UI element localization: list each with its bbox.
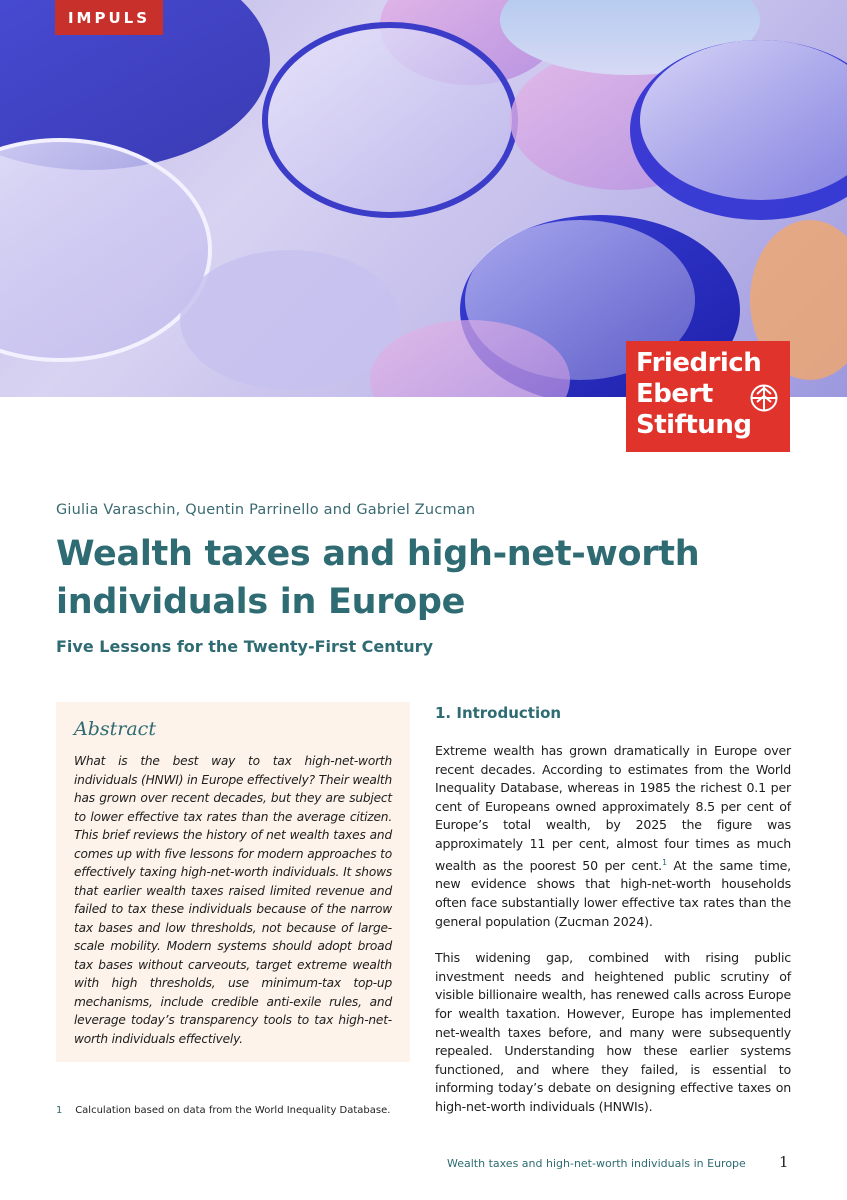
intro-text-b: At the same time, new evidence shows that high-net-worth households often face substantially lower effective tax rates than the general population (Zucman 2024). xyxy=(435,857,791,929)
authors: Giulia Varaschin, Quentin Parrinello and Gabriel Zucman xyxy=(56,502,476,518)
hero-image xyxy=(0,0,847,397)
logo-line-3: Stiftung xyxy=(636,410,752,440)
footnote-number: 1 xyxy=(56,1105,63,1116)
document-title: Wealth taxes and high-net-worth individuals in Europe xyxy=(56,534,700,622)
abstract-heading: Abstract xyxy=(74,718,156,740)
footnote xyxy=(56,1105,390,1116)
introduction-paragraph-1 xyxy=(435,742,791,931)
series-badge: IMPULS xyxy=(55,0,163,35)
logo-line-2: Ebert xyxy=(636,379,713,409)
footnote-reference[interactable]: 1 xyxy=(661,857,667,867)
logo-line-1: Friedrich xyxy=(636,348,762,378)
page-number: 1 xyxy=(779,1153,789,1171)
fes-logo xyxy=(626,341,790,452)
introduction-section xyxy=(435,704,791,1134)
introduction-heading: 1. Introduction xyxy=(435,704,562,722)
running-title: Wealth taxes and high-net-worth individuals in Europe xyxy=(447,1157,746,1170)
hero-glass-discs-illustration xyxy=(0,0,847,397)
footnote-text: Calculation based on data from the World Inequality Database. xyxy=(75,1105,391,1116)
document-subtitle: Five Lessons for the Twenty-First Century xyxy=(56,637,433,656)
introduction-paragraph-2: This widening gap, combined with rising public investment needs and heightened public scrutiny of visible billionaire wealth, has renewed calls across Europe for wealth taxation. However, Europe has implemented net-wealth taxes before, and many were subsequently repealed. Understanding how these earlier systems functioned, and where they failed, is essential to informing today’s debate on designing effective taxes on high-net-worth individuals (HNWIs). xyxy=(435,950,791,1114)
fes-emblem-icon xyxy=(749,383,779,413)
abstract-text: What is the best way to tax high-net-worth individuals (HNWI) in Europe effectively? Their wealth has grown over recent decades, but they are subject to lower effective tax rates than the average citizen. This brief reviews the history of net wealth taxes and comes up with five lessons for modern approaches to effectively taxing high-net-worth individuals. It shows that earlier wealth taxes raised limited revenue and failed to tax these individuals because of the narrow tax bases and low thresholds, not because of large-scale mobility. Modern systems should adopt broad tax bases without carveouts, target extreme wealth with high thresholds, use minimum-tax top-up mechanisms, include credible anti-exile rules, and leverage today’s transparency tools to tax high-net-worth individuals effectively. xyxy=(74,754,392,1046)
abstract-box xyxy=(56,702,410,1062)
intro-text-a: Extreme wealth has grown dramatically in Europe over recent decades. According to estimates from the World Inequality Database, whereas in 1985 the richest 0.1 per cent of Europeans owned approximately 8.5 per cent of Europe’s total wealth, by 2025 the figure was approximately 11 per cent, almost four times as much wealth as the poorest 50 per cent. xyxy=(435,743,791,873)
